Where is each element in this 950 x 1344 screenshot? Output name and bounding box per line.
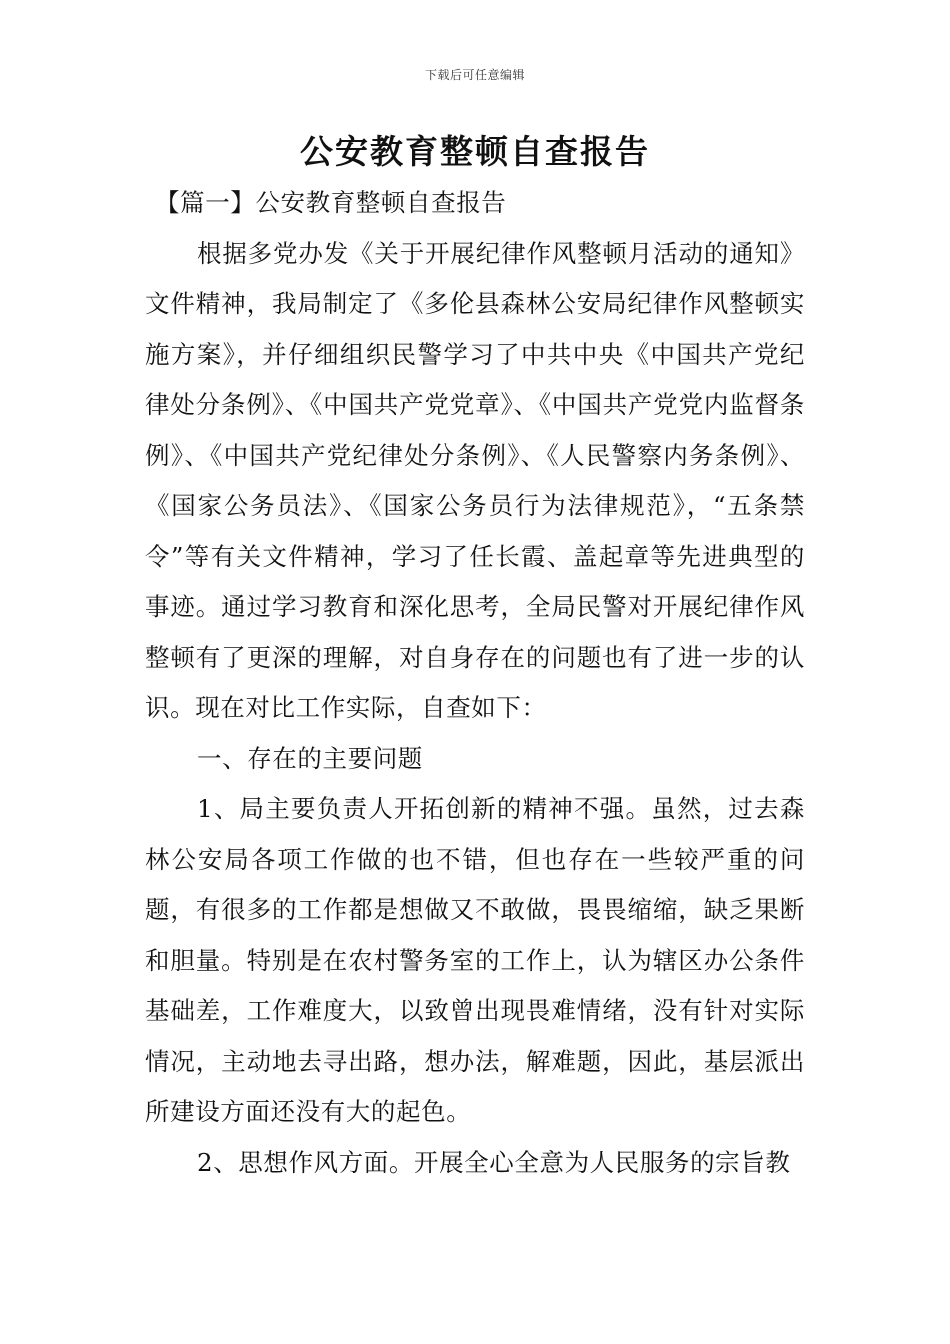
section-label: 【篇一】公安教育整顿自查报告	[155, 188, 507, 217]
paragraph-problem-1: 1、局主要负责人开拓创新的精神不强。虽然，过去森林公安局各项工作做的也不错，但也存在一些较严重的问题，有很多的工作都是想做又不敢做，畏畏缩缩，缺乏果断和胆量。特别是在农村警务室的工作上，认为辖区办公条件基础差，工作难度大，以致曾出现畏难情绪，没有针对实际情况，主动地去寻出路，想办法，解难题，因此，基层派出所建设方面还没有大的起色。	[145, 794, 805, 1126]
paragraph-problem-2: 2、思想作风方面。开展全心全意为人民服务的宗旨教	[197, 1147, 791, 1177]
header-note: 下载后可任意编辑	[424, 68, 525, 82]
paragraph-intro: 根据多党办发《关于开展纪律作风整顿月活动的通知》文件精神，我局制定了《多伦县森林公安局纪律作风整顿实施方案》，并仔细组织民警学习了中共中央《中国共产党纪律处分条例》、《中国共产党党章》、《中国共产党党内监督条例》、《中国共产党纪律处分条例》、《人民警察内务条例》、《国家公务员法》、《国家公务员行为法律规范》，“五条禁令”等有关文件精神，学习了任长霞、盖起章等先进典型的事迹。通过学习教育和深化思考，全局民警对开展纪律作风整顿有了更深的理解，对自身存在的问题也有了进一步的认识。现在对比工作实际，自查如下：	[145, 238, 805, 722]
heading-main-problems: 一、存在的主要问题	[197, 743, 423, 773]
document-title: 公安教育整顿自查报告	[300, 132, 650, 171]
document-body	[145, 178, 805, 1188]
